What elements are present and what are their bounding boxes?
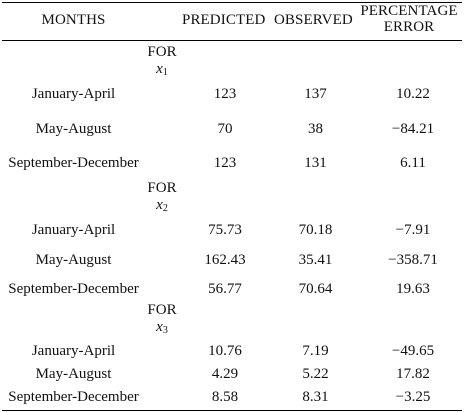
row-g3-r3-predicted: 8.58	[211, 389, 239, 405]
row-g2-r3-error: 19.63	[396, 281, 430, 297]
row-g2-r3-observed: 70.64	[298, 281, 333, 297]
group-for-text: FOR	[147, 302, 177, 318]
row-g3-r2-error: 17.82	[396, 366, 430, 382]
row-g1-r1-month: January-April	[31, 86, 116, 102]
table-bottom-rule	[2, 410, 462, 411]
header-error-line1: PERCENTAGE	[360, 3, 458, 19]
header-bottom-rule	[2, 40, 462, 41]
header-error-line2: ERROR	[383, 19, 435, 35]
row-g1-r1-error: 10.22	[396, 86, 430, 102]
row-g1-r2-observed: 38	[308, 121, 323, 137]
header-predicted: PREDICTED	[182, 12, 266, 28]
row-g1-r1-predicted: 123	[213, 86, 237, 102]
row-g3-r1-error: −49.65	[391, 343, 435, 359]
row-g2-r2-predicted: 162.43	[204, 252, 246, 268]
group-label-x3	[142, 302, 182, 339]
row-g1-r2-error: −84.21	[391, 121, 435, 137]
row-g2-r3-predicted: 56.77	[208, 281, 242, 297]
row-g3-r2-month: May-August	[35, 366, 112, 382]
header-observed: OBSERVED	[274, 12, 353, 28]
row-g1-r3-error: 6.11	[400, 155, 426, 171]
group-for-text: FOR	[147, 180, 177, 196]
row-g3-r3-month: September-December	[8, 389, 139, 405]
row-g2-r1-month: January-April	[31, 222, 116, 238]
row-g1-r3-observed: 131	[304, 155, 327, 171]
row-g3-r1-month: January-April	[31, 343, 116, 359]
row-g2-r3-month: September-December	[8, 281, 139, 297]
group-label-x1	[142, 44, 182, 81]
header-months: MONTHS	[41, 12, 106, 28]
row-g2-r1-predicted: 75.73	[208, 222, 242, 238]
row-g1-r2-predicted: 70	[217, 121, 233, 137]
variable-x2: $x_2$	[156, 197, 168, 214]
row-g3-r2-predicted: 4.29	[211, 366, 239, 382]
row-g3-r3-observed: 8.31	[302, 389, 329, 405]
row-g2-r2-month: May-August	[35, 252, 112, 268]
row-g1-r2-month: May-August	[35, 121, 112, 137]
group-for-text: FOR	[147, 44, 177, 60]
row-g2-r2-error: −358.71	[388, 252, 438, 268]
row-g2-r1-observed: 70.18	[298, 222, 333, 238]
row-g1-r3-month: September-December	[8, 155, 139, 171]
variable-x1: $x_1$	[156, 61, 168, 78]
row-g1-r1-observed: 137	[304, 86, 327, 102]
group-label-x2	[142, 180, 182, 217]
row-g3-r1-predicted: 10.76	[208, 343, 242, 359]
variable-x3: $x_3$	[156, 319, 168, 336]
row-g2-r1-error: −7.91	[395, 222, 431, 238]
row-g3-r2-observed: 5.22	[302, 366, 329, 382]
row-g3-r1-observed: 7.19	[302, 343, 329, 359]
row-g3-r3-error: −3.25	[395, 389, 431, 405]
row-g1-r3-predicted: 123	[213, 155, 237, 171]
row-g2-r2-observed: 35.41	[298, 252, 333, 268]
